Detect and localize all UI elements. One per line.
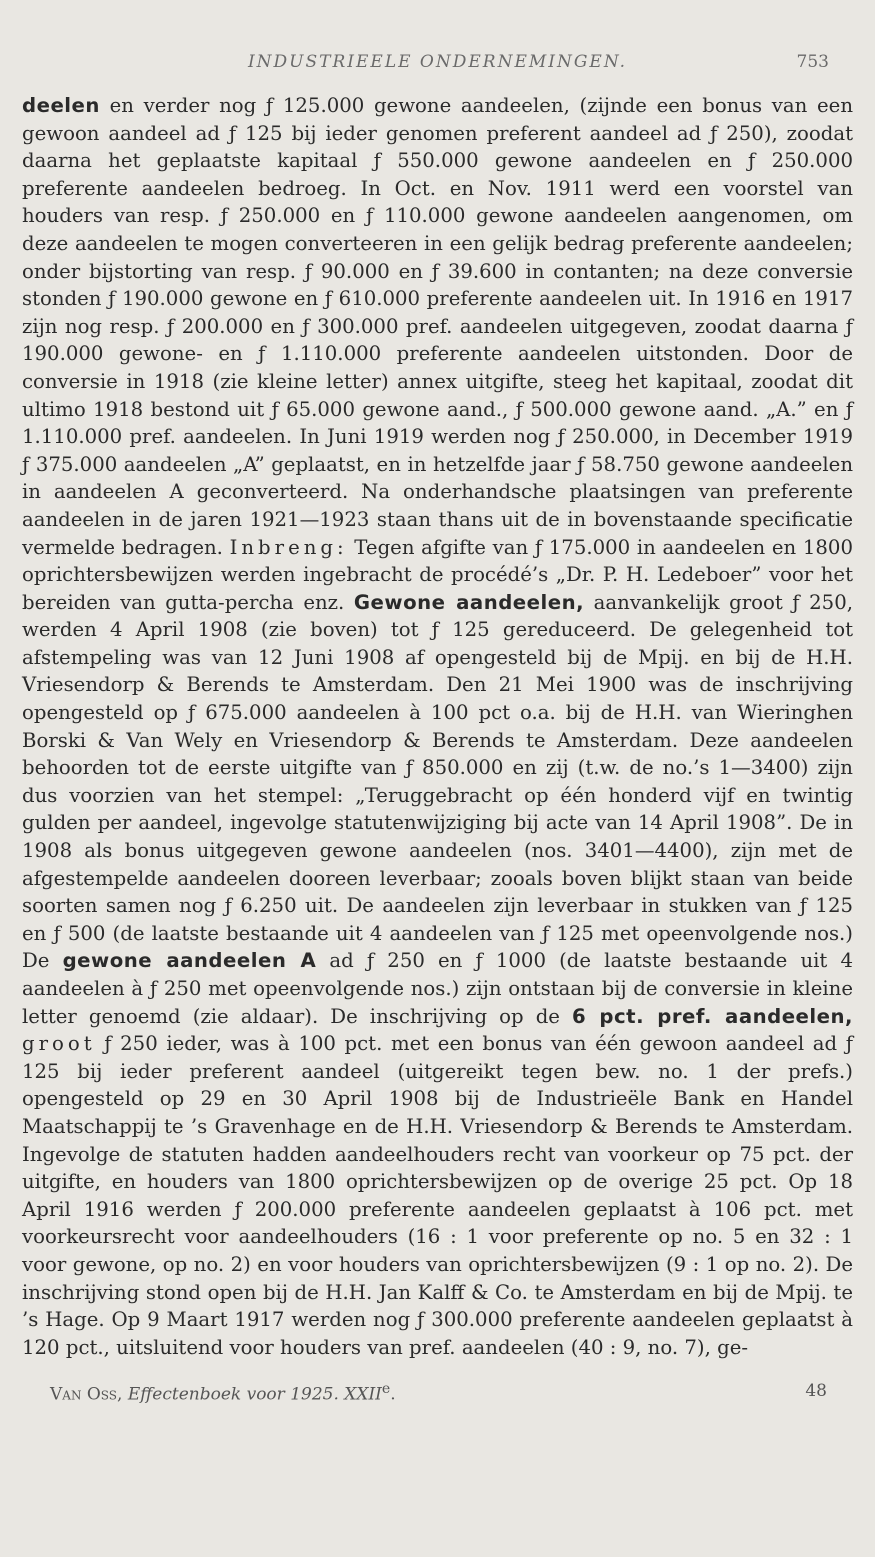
body-text [22,92,853,1361]
paragraph [22,92,853,1361]
footer-volume-sup: e [381,1381,391,1398]
term-pref-aandeelen: 6 pct. pref. aandeelen, [572,1004,854,1028]
text-run: ƒ 250 ieder, was à 100 pct. met een bonus van één gewoon aandeel ad ƒ 125 bij ieder preferent aandeel (uitgereikt tegen bew. no. 1 der prefs.) opengesteld op 29 en 30 April 1908 bij de Industrieële Bank en Handel Maatschappij te ’s Gravenhage en de H.H. Vriesendorp & Berends te Amsterdam. Ingevolge de statuten hadden aandeelhouders recht van voorkeur op 75 pct. der uitgifte, en houders van 1800 oprichtersbewijzen op de overige 25 pct. Op 18 April 1916 werden ƒ 200.000 preferente aandeelen geplaatst à 106 pct. met voorkeursrecht voor aandeelhouders (16 : 1 voor preferente op no. 5 en 32 : 1 voor gewone, op no. 2) en voor houders van oprichtersbewijzen (9 : 1 op no. 2). De inschrijving stond open bij de H.H. Jan Kalff & Co. te Amsterdam en bij de Mpij. te ’s Hage. Op 9 Maart 1917 werden nog ƒ 300.000 preferente aandeelen geplaatst à 120 pct., uitsluitend voor houders van pref. aandeelen (40 : 9, no. 7), ge- [22,1032,853,1359]
text-run: en verder nog ƒ 125.000 gewone aandeelen, (zijnde een bonus van een gewoon aandeel ad ƒ 125 bij ieder genomen preferent aandeel ad ƒ 250), zoodat daarna het geplaatste kapitaal ƒ 550.000 gewone aandeelen en ƒ 250.000 preferente aandeelen bedroeg. In Oct. en Nov. 1911 werd een voorstel van houders van resp. ƒ 250.000 en ƒ 110.000 gewone aandeelen aangenomen, om deze aandeelen te mogen converteeren in een gelijk bedrag preferente aandeelen; onder bijstorting van resp. ƒ 90.000 en ƒ 39.600 in contanten; na deze conversie stonden ƒ 190.000 gewone en ƒ 610.000 preferente aandeelen uit. In 1916 en 1917 zijn nog resp. ƒ 200.000 en ƒ 300.000 pref. aandeelen uitgegeven, zoodat daarna ƒ 190.000 gewone- en ƒ 1.110.000 preferente aandeelen uitstonden. Door de conversie in 1918 (zie kleine letter) annex uitgifte, steeg het kapitaal, zoodat dit ultimo 1918 bestond uit ƒ 65.000 gewone aand., ƒ 500.000 gewone aand. „A.” en ƒ 1.110.000 pref. aandeelen. In Juni 1919 werden nog ƒ 250.000, in December 1919 ƒ 375.000 aandeelen „A” geplaatst, en in hetzelfde jaar ƒ 58.750 gewone aandeelen in aandeelen A geconverteerd. Na onderhandsche plaatsingen van preferente aandeelen in de jaren 1921—1923 staan thans uit de in bovenstaande specificatie vermelde bedragen. [22,94,853,559]
term-inbreng: Inbreng: [229,535,348,559]
text-run: aanvankelijk groot ƒ 250, werden 4 April 1908 (zie boven) tot ƒ 125 gereduceerd. De gelegenheid tot afstempeling was van 12 Juni 1908 af opengesteld bij de Mpij. en bij de H.H. Vriesendorp & Berends te Amsterdam. Den 21 Mei 1900 was de inschrijving opengesteld op ƒ 675.000 aandeelen à 100 pct o.a. bij de H.H. van Wieringhen Borski & Van Wely en Vriesendorp & Berends te Amsterdam. Deze aandeelen behoorden tot de eerste uitgifte van ƒ 850.000 en zij (t.w. de no.’s 1—3400) zijn dus voorzien van het stempel: „Teruggebracht op één honderd vijf en twintig gulden per aandeel, ingevolge statutenwijziging bij acte van 14 April 1908”. De in 1908 als bonus uitgegeven gewone aandeelen (nos. 3401—4400), zijn met de afgestempelde aandeelen dooreen leverbaar; zooals boven blijkt staan van beide soorten samen nog ƒ 6.250 uit. De aandeelen zijn leverbaar in stukken van ƒ 125 en ƒ 500 (de laatste bestaande uit 4 aandeelen van ƒ 125 met opeenvolgende nos.) De [22,590,853,973]
text-run: ad ƒ 250 en ƒ 1000 (de laatste bestaande uit 4 aandeelen à ƒ 250 met opeenvolgende nos.) zijn ontstaan bij de conversie in kleine letter genoemd (zie aldaar). De inschrijving op de [22,949,853,1028]
term-groot: groot [22,1032,96,1056]
footer-title: Effectenboek voor 1925. [127,1384,339,1405]
term-deelen: deelen [22,94,100,117]
footer-volume: XXII [344,1384,382,1405]
text-run: Tegen afgifte van ƒ 175.000 in aandeelen en 1800 oprichtersbewijzen werden ingebracht de procédé’s „Dr. P. H. Ledeboer” voor het bereiden van gutta-percha enz. [22,535,853,614]
page-footer [22,1381,853,1411]
page-number: 753 [796,52,829,72]
running-head [22,48,853,88]
running-title: INDUSTRIEELE ONDERNEMINGEN. [247,52,628,72]
term-gewone-aandeelen: Gewone aandeelen, [353,590,585,614]
footer-citation: Van Oss, Effectenboek voor 1925. XXIIe. [50,1381,396,1405]
term-gewone-aandeelen-a: gewone aandeelen A [62,949,317,973]
footer-author: Van Oss, [50,1384,123,1405]
footer-signature: 48 [805,1381,827,1402]
